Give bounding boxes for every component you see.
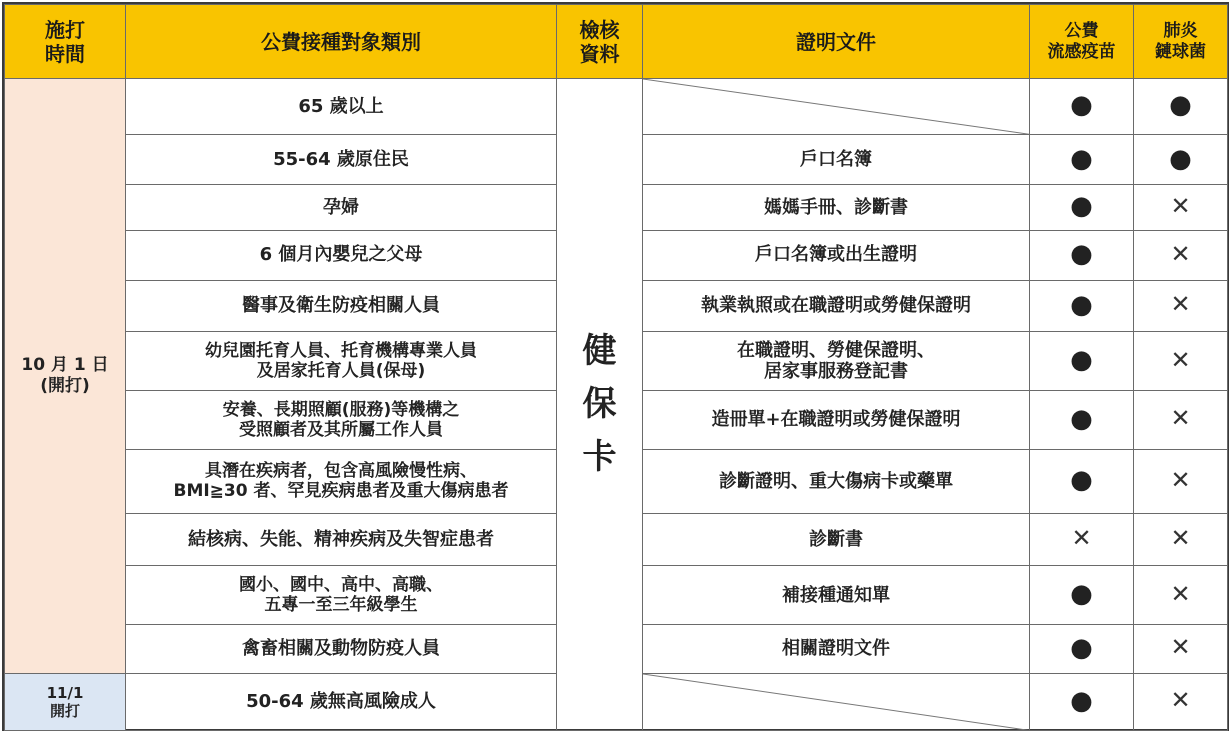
document-cell-none xyxy=(643,673,1030,730)
pneumo-mark: ✕ xyxy=(1134,449,1228,513)
vaccination-schedule-table xyxy=(4,4,1228,731)
category-cell: 國小、國中、高中、高職、 五專一至三年級學生 xyxy=(126,566,557,625)
category-cell: 65 歲以上 xyxy=(126,79,557,135)
category-cell: 結核病、失能、精神疾病及失智症患者 xyxy=(126,513,557,565)
document-cell: 相關證明文件 xyxy=(643,625,1030,673)
flu-mark: ● xyxy=(1030,625,1134,673)
header-verify: 檢核 資料 xyxy=(557,5,643,79)
flu-mark: ● xyxy=(1030,185,1134,230)
flu-mark: ● xyxy=(1030,280,1134,331)
flu-mark: ● xyxy=(1030,230,1134,280)
document-cell: 在職證明、勞健保證明、 居家事服務登記書 xyxy=(643,332,1030,391)
category-cell: 具潛在疾病者，包含高風險慢性病、 BMI≧30 者、罕見疾病患者及重大傷病患者 xyxy=(126,449,557,513)
verify-data-cell: 健 保 卡 xyxy=(557,79,643,731)
category-cell: 禽畜相關及動物防疫人員 xyxy=(126,625,557,673)
document-cell: 診斷書 xyxy=(643,513,1030,565)
pneumo-mark: ✕ xyxy=(1134,566,1228,625)
header-documents: 證明文件 xyxy=(643,5,1030,79)
flu-mark: ✕ xyxy=(1030,513,1134,565)
document-cell: 戶口名簿或出生證明 xyxy=(643,230,1030,280)
date-group-nov1: 11/1 開打 xyxy=(5,673,126,730)
document-cell-none xyxy=(643,79,1030,135)
document-cell: 媽媽手冊、診斷書 xyxy=(643,185,1030,230)
header-flu-vaccine: 公費 流感疫苗 xyxy=(1030,5,1134,79)
pneumo-mark: ✕ xyxy=(1134,673,1228,730)
category-cell: 50-64 歲無高風險成人 xyxy=(126,673,557,730)
flu-mark: ● xyxy=(1030,391,1134,449)
category-cell: 安養、長期照顧(服務)等機構之 受照顧者及其所屬工作人員 xyxy=(126,391,557,449)
document-cell: 補接種通知單 xyxy=(643,566,1030,625)
category-cell: 6 個月內嬰兒之父母 xyxy=(126,230,557,280)
table-row xyxy=(5,79,1228,135)
diagonal-line xyxy=(643,674,1029,730)
header-category: 公費接種對象類別 xyxy=(126,5,557,79)
category-cell: 孕婦 xyxy=(126,185,557,230)
flu-mark: ● xyxy=(1030,79,1134,135)
category-cell: 醫事及衛生防疫相關人員 xyxy=(126,280,557,331)
document-cell: 執業執照或在職證明或勞健保證明 xyxy=(643,280,1030,331)
header-row xyxy=(5,5,1228,79)
pneumo-mark: ● xyxy=(1134,79,1228,135)
pneumo-mark: ✕ xyxy=(1134,280,1228,331)
flu-mark: ● xyxy=(1030,566,1134,625)
document-cell: 造冊單+在職證明或勞健保證明 xyxy=(643,391,1030,449)
flu-mark: ● xyxy=(1030,449,1134,513)
date-group-oct1: 10 月 1 日 (開打) xyxy=(5,79,126,674)
category-cell: 幼兒園托育人員、托育機構專業人員 及居家托育人員(保母) xyxy=(126,332,557,391)
flu-mark: ● xyxy=(1030,673,1134,730)
pneumo-mark: ✕ xyxy=(1134,230,1228,280)
header-pneumococcal: 肺炎 鏈球菌 xyxy=(1134,5,1228,79)
pneumo-mark: ✕ xyxy=(1134,391,1228,449)
document-cell: 戶口名簿 xyxy=(643,135,1030,185)
pneumo-mark: ✕ xyxy=(1134,625,1228,673)
document-cell: 診斷證明、重大傷病卡或藥單 xyxy=(643,449,1030,513)
flu-mark: ● xyxy=(1030,135,1134,185)
category-cell: 55-64 歲原住民 xyxy=(126,135,557,185)
pneumo-mark: ✕ xyxy=(1134,332,1228,391)
diagonal-line xyxy=(643,79,1029,134)
pneumo-mark: ✕ xyxy=(1134,513,1228,565)
flu-mark: ● xyxy=(1030,332,1134,391)
pneumo-mark: ✕ xyxy=(1134,185,1228,230)
header-date: 施打 時間 xyxy=(5,5,126,79)
pneumo-mark: ● xyxy=(1134,135,1228,185)
